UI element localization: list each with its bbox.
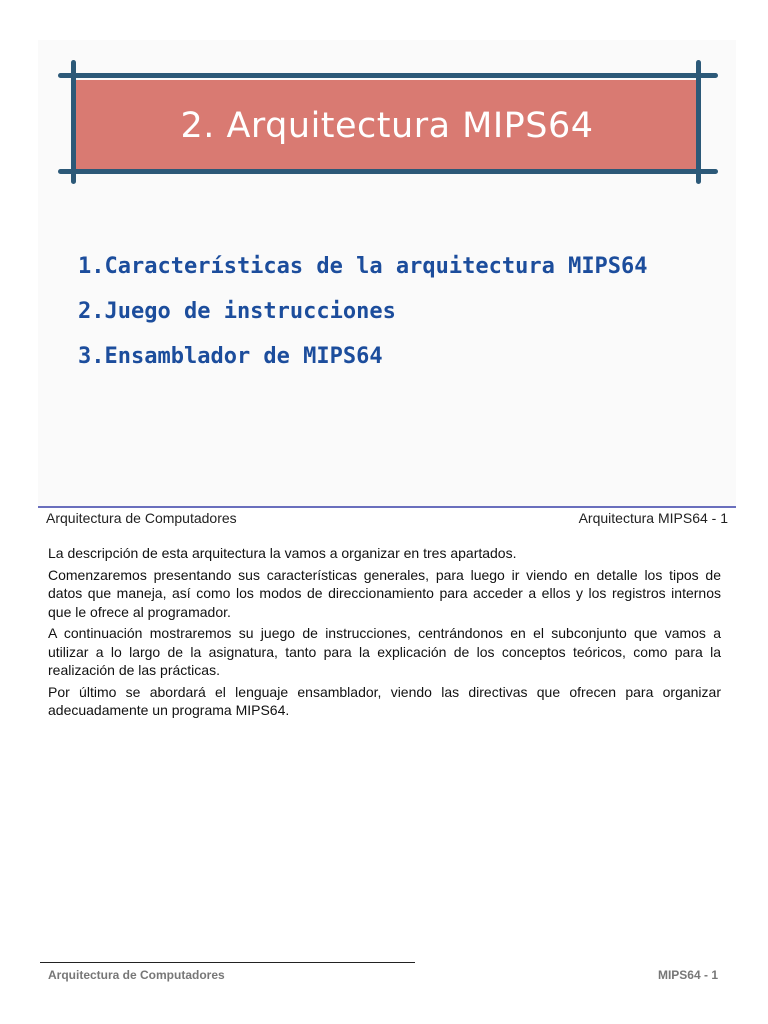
notes-paragraph: La descripción de esta arquitectura la vamos a organizar en tres apartados. xyxy=(48,545,517,561)
notes-paragraph: Comenzaremos presentando sus características generales, para luego ir viendo en detalle los tipos de datos que maneja, así como los modos de direccionamiento para acceder a ellos y los registros internos que le ofrece al programador. xyxy=(48,566,721,620)
page-footer-course: Arquitectura de Computadores xyxy=(48,968,225,982)
slide-footer-course: Arquitectura de Computadores xyxy=(46,510,237,526)
agenda-item: 3.Ensamblador de MIPS64 xyxy=(78,344,383,369)
notes-paragraph: Por último se abordará el lenguaje ensamblador, viendo las directivas que ofrecen para organizar adecuadamente un programa MIPS64. xyxy=(48,683,721,718)
page-footer-rule xyxy=(40,962,415,963)
slide-footer-page: Arquitectura MIPS64 - 1 xyxy=(578,510,728,526)
slide-footer-rule xyxy=(38,506,736,508)
slide-footer xyxy=(46,510,728,526)
agenda-item: 2.Juego de instrucciones xyxy=(78,299,396,324)
title-frame-top xyxy=(58,73,718,78)
slide-title: 2. Arquitectura MIPS64 xyxy=(180,106,594,146)
notes-paragraph: A continuación mostraremos su juego de instrucciones, centrándonos en el subconjunto que vamos a utilizar a lo largo de la asignatura, tanto para la explicación de los conceptos teóricos, como para la realización de las prácticas. xyxy=(48,625,721,678)
page-footer xyxy=(48,968,718,982)
notes-text xyxy=(48,544,721,723)
page-footer-number: MIPS64 - 1 xyxy=(657,968,718,982)
agenda-item: 1.Características de la arquitectura MIPS64 xyxy=(78,254,648,279)
agenda-list xyxy=(78,248,648,383)
